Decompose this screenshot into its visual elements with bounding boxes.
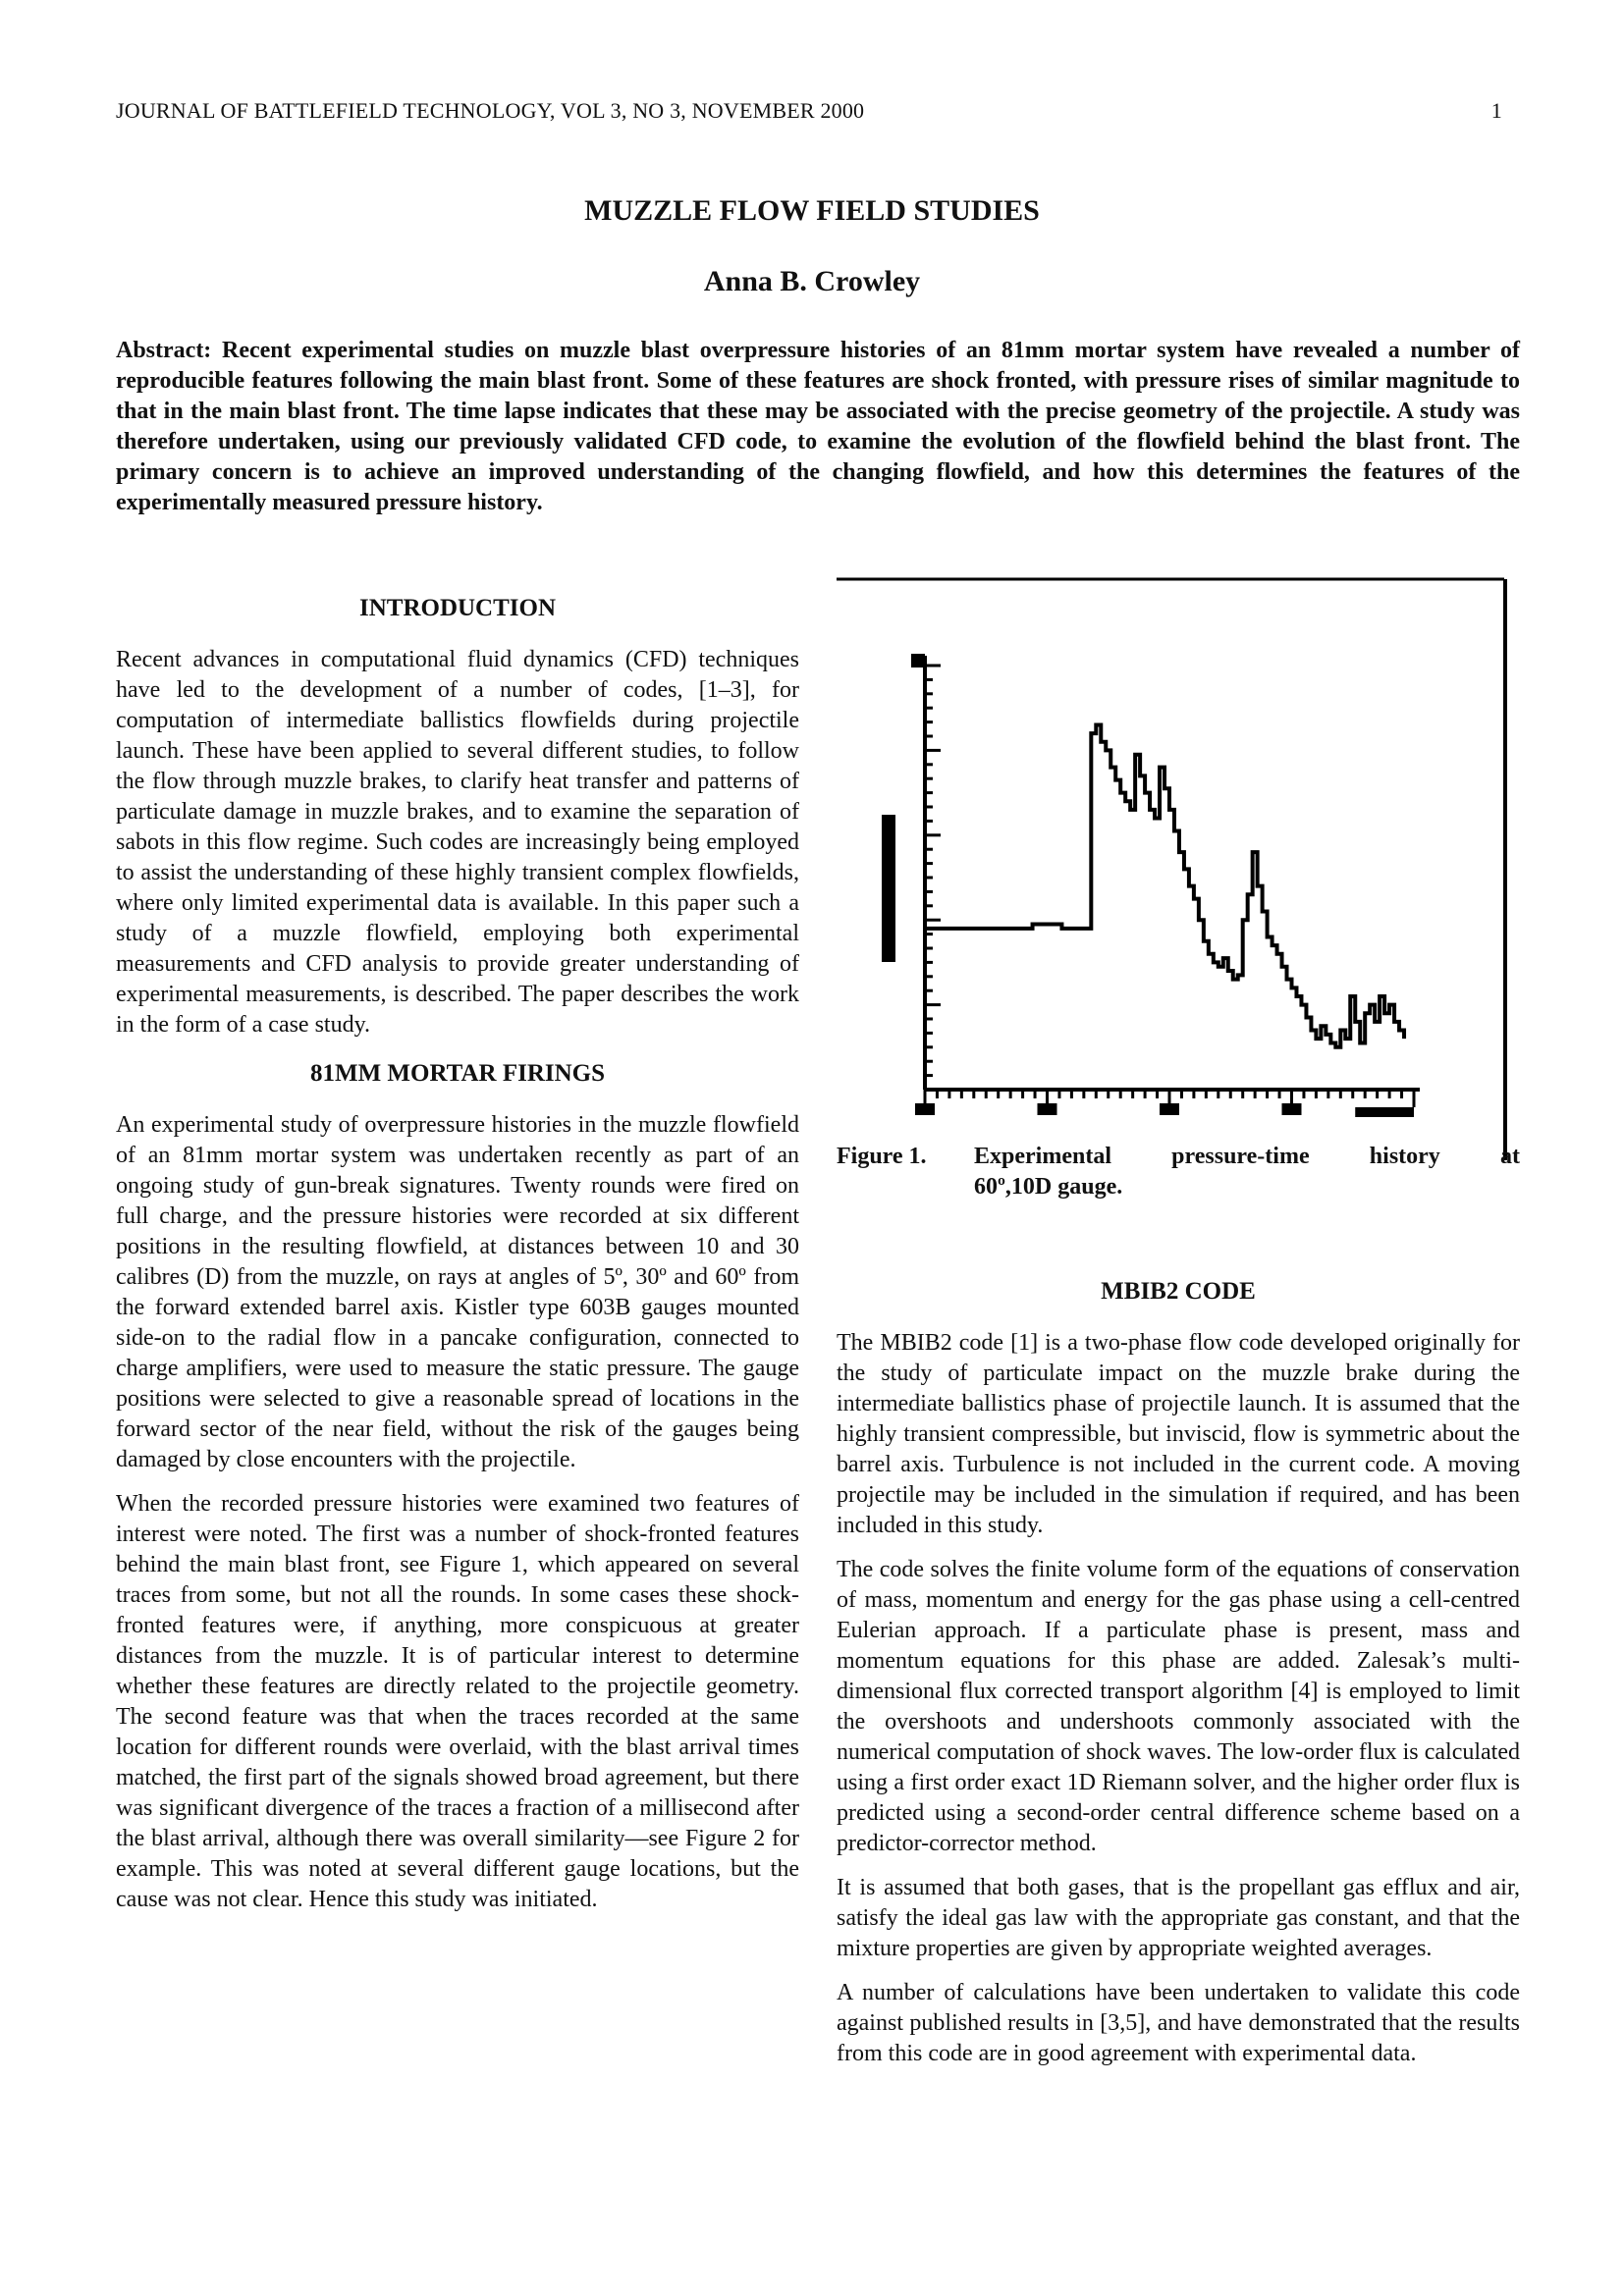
heading-introduction: INTRODUCTION: [358, 595, 557, 621]
mbib2-paragraph-1: The MBIB2 code [1] is a two-phase flow code developed originally for the study of particulate impact on the muzzle brake during the intermediate ballistics phase of projectile launch. It is assumed that the highly transient compressible, but inviscid, flow is symmetric about the barrel axis. Turbulence is not included in the current code. A moving projectile may be included in the simulation if required, and has been included in this study.: [837, 1330, 1520, 1538]
author-name: Anna B. Crowley: [703, 265, 921, 297]
paper-title: MUZZLE FLOW FIELD STUDIES: [584, 194, 1040, 227]
x-tick-label-mark: [915, 1103, 935, 1115]
journal-name: JOURNAL OF BATTLEFIELD TECHNOLOGY, VOL 3, NO 3, NOVEMBER 2000: [116, 98, 865, 123]
axis-label-mark: [911, 654, 925, 667]
right-column: [837, 1276, 1520, 2083]
pressure-trace-line: [925, 724, 1404, 1046]
mbib2-paragraph-4: A number of calculations have been undertaken to validate this code against published results in [3,5], and have demonstrated that the results from this code are in good agreement with experimental data.: [837, 1980, 1520, 2066]
mortar-paragraph-2: When the recorded pressure histories were examined two features of interest were noted. The first was a number of shock-fronted features behind the main blast front, see Figure 1, which appeared on several traces from some, but not all the rounds. In some cases these shock-fronted features were, if anything, more conspicuous at greater distances from the muzzle. It is of particular interest to determine whether these features are directly related to the projectile geometry. The second feature was that when the traces recorded at the same location for different rounds were overlaid, with the blast arrival times matched, the first part of the signals showed broad agreement, but there was significant divergence of the traces a fraction of a millisecond after the blast arrival, although there was overall similarity—see Figure 2 for example. This was noted at several different gauge locations, but the cause was not clear. Hence this study was initiated.: [116, 1491, 799, 1912]
x-tick-label-mark: [1160, 1103, 1179, 1115]
pressure-time-chart: [837, 577, 1512, 1160]
x-axis-end-mark: [1355, 1107, 1414, 1117]
figure-caption-line-1: Experimental pressure-time history at: [974, 1144, 1520, 1169]
figure-1: [837, 577, 1512, 1160]
x-tick-label-mark: [1038, 1103, 1057, 1115]
running-header: [116, 98, 1502, 124]
y-axis-label-mark: [882, 815, 895, 962]
abstract: Abstract: Recent experimental studies on muzzle blast overpressure histories of an 81mm mortar system have revealed a number of reproducible features following the main blast front. Some of these features are shock fronted, with pressure rises of similar magnitude to that in the main blast front. The time lapse indicates that these may be associated with the precise geometry of the projectile. A study was therefore undertaken, using our previously validated CFD code, to examine the evolution of the flowfield behind the blast front. The primary concern is to achieve an improved understanding of the changing flowfield, and how this determines the features of the experimentally measured pressure history.: [116, 338, 1520, 515]
mbib2-paragraph-3: It is assumed that both gases, that is the propellant gas efflux and air, satisfy the ideal gas law with the appropriate gas constant, and that the mixture properties are given by appropriate weighted averages.: [837, 1875, 1520, 1961]
intro-paragraph-1: Recent advances in computational fluid dynamics (CFD) techniques have led to the development of a number of codes, [1–3], for computation of intermediate ballistics flowfields during projectile launch. These have been applied to several different studies, to follow the flow through muzzle brakes, to clarify heat transfer and patterns of particulate damage in muzzle brakes, and to examine the separation of sabots in this flow regime. Such codes are increasingly being employed to assist the understanding of these highly transient complex flowfields, where only limited experimental data is available. In this paper such a study of a muzzle flowfield, employing both experimental measurements and CFD analysis to provide greater understanding of experimental measurements, is described. The paper describes the work in the form of a case study.: [116, 647, 799, 1038]
figure-caption-line-2: 60º,10D gauge.: [974, 1174, 1123, 1200]
heading-mbib2-code: MBIB2 CODE: [1101, 1278, 1256, 1305]
left-column: [116, 593, 799, 1929]
x-tick-label-mark: [1282, 1103, 1302, 1115]
page-number: 1: [1490, 98, 1502, 123]
mortar-paragraph-1: An experimental study of overpressure histories in the muzzle flowfield of an 81mm mortar system was undertaken recently as part of an ongoing study of gun-break signatures. Twenty rounds were fired on full charge, and the pressure histories were recorded at six different positions in the resulting flowfield, at distances between 10 and 30 calibres (D) from the muzzle, on rays at angles of 5º, 30º and 60º from the forward extended barrel axis. Kistler type 603B gauges mounted side-on to the radial flow in a pancake configuration, connected to charge amplifiers, were used to measure the static pressure. The gauge positions were selected to give a reasonable spread of locations in the forward sector of the near field, without the risk of the gauges being damaged by close encounters with the projectile.: [116, 1112, 799, 1472]
mbib2-paragraph-2: The code solves the finite volume form of the equations of conservation of mass, momentum and energy for the gas phase using a cell-centred Eulerian approach. If a particulate phase is present, mass and momentum equations for this phase are added. Zalesak’s multi-dimensional flux corrected transport algorithm [4] is employed to limit the overshoots and undershoots commonly associated with the numerical computation of shock waves. The low-order flux is calculated using a first order exact 1D Riemann solver, and the higher order flux is predicted using a second-order central difference scheme based on a predictor-corrector method.: [837, 1557, 1520, 1856]
figure-label: Figure 1.: [837, 1144, 927, 1169]
heading-mortar-firings: 81MM MORTAR FIRINGS: [309, 1060, 606, 1087]
